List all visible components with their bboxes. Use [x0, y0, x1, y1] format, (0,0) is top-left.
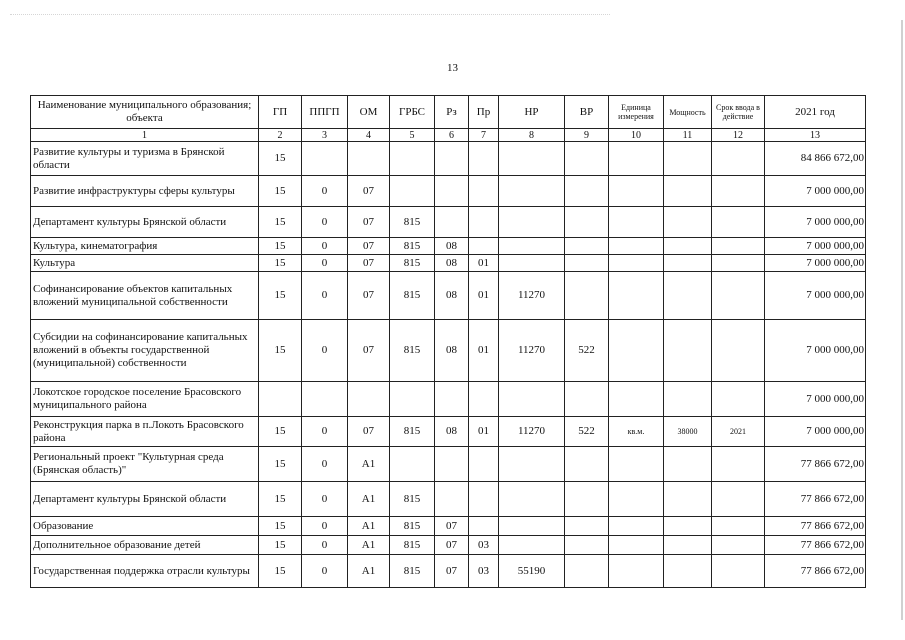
column-number: 9	[565, 129, 609, 142]
cell-rz	[435, 142, 469, 176]
cell-vr	[565, 272, 609, 320]
cell-ppgp: 0	[302, 238, 348, 255]
table-row	[31, 272, 866, 320]
cell-unit	[609, 382, 664, 417]
cell-name: Государственная поддержка отрасли культуры	[31, 555, 259, 588]
cell-pr: 01	[469, 272, 499, 320]
cell-amount: 7 000 000,00	[765, 207, 866, 238]
cell-nr	[499, 207, 565, 238]
cell-vr	[565, 555, 609, 588]
column-number: 3	[302, 129, 348, 142]
column-number: 12	[712, 129, 765, 142]
cell-om: 07	[348, 176, 390, 207]
cell-name: Департамент культуры Брянской области	[31, 482, 259, 517]
cell-gp: 15	[259, 517, 302, 536]
cell-ppgp: 0	[302, 482, 348, 517]
cell-om: А1	[348, 536, 390, 555]
cell-pr: 01	[469, 255, 499, 272]
table-row	[31, 447, 866, 482]
cell-unit	[609, 207, 664, 238]
cell-ppgp: 0	[302, 255, 348, 272]
cell-term: 2021	[712, 417, 765, 447]
header-pr: Пр	[469, 96, 499, 129]
cell-name: Департамент культуры Брянской области	[31, 207, 259, 238]
cell-rz: 08	[435, 272, 469, 320]
cell-capacity: 38000	[664, 417, 712, 447]
cell-amount: 77 866 672,00	[765, 482, 866, 517]
cell-gp: 15	[259, 447, 302, 482]
column-number: 11	[664, 129, 712, 142]
table-row	[31, 176, 866, 207]
cell-term	[712, 255, 765, 272]
cell-capacity	[664, 482, 712, 517]
cell-name: Софинансирование объектов капитальных вложений муниципальной собственности	[31, 272, 259, 320]
cell-nr	[499, 517, 565, 536]
cell-ppgp: 0	[302, 536, 348, 555]
cell-pr: 01	[469, 417, 499, 447]
cell-term	[712, 555, 765, 588]
cell-amount: 77 866 672,00	[765, 447, 866, 482]
cell-grbs: 815	[390, 238, 435, 255]
cell-amount: 7 000 000,00	[765, 238, 866, 255]
cell-term	[712, 447, 765, 482]
cell-rz	[435, 447, 469, 482]
cell-term	[712, 142, 765, 176]
cell-name: Региональный проект "Культурная среда (Брянская область)"	[31, 447, 259, 482]
cell-vr	[565, 207, 609, 238]
cell-amount: 77 866 672,00	[765, 517, 866, 536]
cell-capacity	[664, 382, 712, 417]
cell-amount: 7 000 000,00	[765, 255, 866, 272]
cell-grbs: 815	[390, 320, 435, 382]
cell-grbs: 815	[390, 255, 435, 272]
cell-ppgp: 0	[302, 417, 348, 447]
cell-grbs: 815	[390, 536, 435, 555]
cell-capacity	[664, 255, 712, 272]
cell-pr: 03	[469, 536, 499, 555]
cell-rz: 07	[435, 536, 469, 555]
column-number: 2	[259, 129, 302, 142]
cell-grbs: 815	[390, 272, 435, 320]
cell-capacity	[664, 447, 712, 482]
column-number: 6	[435, 129, 469, 142]
cell-ppgp	[302, 382, 348, 417]
header-gp: ГП	[259, 96, 302, 129]
cell-name: Дополнительное образование детей	[31, 536, 259, 555]
header-nr: НР	[499, 96, 565, 129]
cell-rz	[435, 482, 469, 517]
header-term: Срок ввода в действие	[712, 96, 765, 129]
column-number: 4	[348, 129, 390, 142]
cell-om: 07	[348, 272, 390, 320]
cell-term	[712, 272, 765, 320]
header-vr: ВР	[565, 96, 609, 129]
cell-om: А1	[348, 482, 390, 517]
cell-nr	[499, 255, 565, 272]
cell-nr: 11270	[499, 272, 565, 320]
cell-nr	[499, 447, 565, 482]
header-unit: Единица измерения	[609, 96, 664, 129]
cell-vr	[565, 517, 609, 536]
column-number: 8	[499, 129, 565, 142]
cell-grbs	[390, 176, 435, 207]
table-row	[31, 382, 866, 417]
column-number: 7	[469, 129, 499, 142]
cell-gp: 15	[259, 176, 302, 207]
cell-ppgp: 0	[302, 555, 348, 588]
cell-pr	[469, 238, 499, 255]
cell-om: 07	[348, 207, 390, 238]
cell-capacity	[664, 176, 712, 207]
cell-gp: 15	[259, 255, 302, 272]
cell-gp: 15	[259, 272, 302, 320]
cell-term	[712, 482, 765, 517]
table-row	[31, 142, 866, 176]
cell-amount: 7 000 000,00	[765, 272, 866, 320]
cell-gp	[259, 382, 302, 417]
cell-name: Образование	[31, 517, 259, 536]
cell-rz	[435, 176, 469, 207]
cell-gp: 15	[259, 536, 302, 555]
cell-gp: 15	[259, 238, 302, 255]
table-row	[31, 238, 866, 255]
table-row	[31, 517, 866, 536]
cell-name: Культура, кинематография	[31, 238, 259, 255]
cell-vr: 522	[565, 417, 609, 447]
table-row	[31, 255, 866, 272]
cell-pr	[469, 207, 499, 238]
cell-rz: 08	[435, 417, 469, 447]
cell-pr	[469, 447, 499, 482]
cell-capacity	[664, 207, 712, 238]
cell-name: Развитие инфраструктуры сферы культуры	[31, 176, 259, 207]
cell-ppgp: 0	[302, 320, 348, 382]
cell-gp: 15	[259, 555, 302, 588]
cell-unit: кв.м.	[609, 417, 664, 447]
cell-gp: 15	[259, 320, 302, 382]
cell-grbs: 815	[390, 517, 435, 536]
cell-unit	[609, 517, 664, 536]
cell-ppgp: 0	[302, 517, 348, 536]
cell-unit	[609, 255, 664, 272]
column-number: 13	[765, 129, 866, 142]
cell-pr: 03	[469, 555, 499, 588]
cell-gp: 15	[259, 482, 302, 517]
cell-pr	[469, 517, 499, 536]
cell-gp: 15	[259, 207, 302, 238]
header-row	[31, 96, 866, 129]
table-row	[31, 555, 866, 588]
cell-term	[712, 320, 765, 382]
cell-pr	[469, 482, 499, 517]
cell-gp: 15	[259, 142, 302, 176]
table-row	[31, 207, 866, 238]
cell-pr	[469, 382, 499, 417]
cell-capacity	[664, 238, 712, 255]
cell-pr: 01	[469, 320, 499, 382]
page-number: 13	[447, 62, 458, 74]
cell-om	[348, 142, 390, 176]
cell-rz: 08	[435, 255, 469, 272]
cell-capacity	[664, 517, 712, 536]
cell-vr	[565, 447, 609, 482]
cell-unit	[609, 447, 664, 482]
cell-amount: 7 000 000,00	[765, 417, 866, 447]
cell-amount: 7 000 000,00	[765, 320, 866, 382]
cell-grbs: 815	[390, 417, 435, 447]
cell-rz: 08	[435, 238, 469, 255]
budget-table	[30, 95, 866, 588]
cell-capacity	[664, 536, 712, 555]
cell-ppgp: 0	[302, 447, 348, 482]
table-body	[31, 142, 866, 588]
cell-vr	[565, 482, 609, 517]
cell-nr	[499, 176, 565, 207]
cell-grbs	[390, 382, 435, 417]
cell-rz	[435, 382, 469, 417]
scan-edge	[901, 20, 903, 620]
header-ppgp: ППГП	[302, 96, 348, 129]
cell-rz: 07	[435, 555, 469, 588]
cell-om: 07	[348, 238, 390, 255]
cell-unit	[609, 482, 664, 517]
cell-nr	[499, 536, 565, 555]
header-year: 2021 год	[765, 96, 866, 129]
cell-capacity	[664, 555, 712, 588]
cell-nr	[499, 142, 565, 176]
table-row	[31, 417, 866, 447]
cell-vr	[565, 142, 609, 176]
cell-capacity	[664, 142, 712, 176]
cell-vr: 522	[565, 320, 609, 382]
header-rz: Рз	[435, 96, 469, 129]
cell-capacity	[664, 320, 712, 382]
cell-vr	[565, 238, 609, 255]
table-row	[31, 320, 866, 382]
cell-vr	[565, 176, 609, 207]
cell-grbs: 815	[390, 555, 435, 588]
cell-unit	[609, 536, 664, 555]
cell-ppgp: 0	[302, 176, 348, 207]
header-name: Наименование муниципального образования; объекта	[31, 96, 259, 129]
table-row	[31, 536, 866, 555]
cell-amount: 7 000 000,00	[765, 382, 866, 417]
cell-nr: 11270	[499, 417, 565, 447]
cell-ppgp: 0	[302, 272, 348, 320]
cell-unit	[609, 555, 664, 588]
cell-om: 07	[348, 417, 390, 447]
header-grbs: ГРБС	[390, 96, 435, 129]
cell-om	[348, 382, 390, 417]
cell-grbs: 815	[390, 482, 435, 517]
cell-term	[712, 238, 765, 255]
header-om: ОМ	[348, 96, 390, 129]
cell-name: Культура	[31, 255, 259, 272]
cell-grbs: 815	[390, 207, 435, 238]
cell-nr	[499, 238, 565, 255]
cell-ppgp: 0	[302, 207, 348, 238]
cell-nr: 11270	[499, 320, 565, 382]
cell-capacity	[664, 272, 712, 320]
cell-rz: 07	[435, 517, 469, 536]
cell-pr	[469, 142, 499, 176]
cell-term	[712, 536, 765, 555]
cell-amount: 7 000 000,00	[765, 176, 866, 207]
cell-rz: 08	[435, 320, 469, 382]
cell-vr	[565, 382, 609, 417]
cell-om: А1	[348, 555, 390, 588]
column-number: 10	[609, 129, 664, 142]
cell-name: Развитие культуры и туризма в Брянской области	[31, 142, 259, 176]
cell-om: 07	[348, 320, 390, 382]
cell-unit	[609, 142, 664, 176]
cell-name: Локотское городское поселение Брасовского муниципального района	[31, 382, 259, 417]
cell-amount: 77 866 672,00	[765, 536, 866, 555]
cell-term	[712, 382, 765, 417]
cell-nr: 55190	[499, 555, 565, 588]
cell-ppgp	[302, 142, 348, 176]
cell-pr	[469, 176, 499, 207]
cell-vr	[565, 536, 609, 555]
column-number-row	[31, 129, 866, 142]
cell-term	[712, 207, 765, 238]
cell-nr	[499, 482, 565, 517]
cell-rz	[435, 207, 469, 238]
cell-om: А1	[348, 447, 390, 482]
cell-gp: 15	[259, 417, 302, 447]
cell-unit	[609, 176, 664, 207]
cell-vr	[565, 255, 609, 272]
table-row	[31, 482, 866, 517]
scan-artifact	[10, 14, 610, 21]
cell-om: 07	[348, 255, 390, 272]
header-capacity: Мощность	[664, 96, 712, 129]
cell-grbs	[390, 447, 435, 482]
cell-unit	[609, 238, 664, 255]
cell-amount: 84 866 672,00	[765, 142, 866, 176]
cell-om: А1	[348, 517, 390, 536]
column-number: 5	[390, 129, 435, 142]
cell-unit	[609, 320, 664, 382]
cell-name: Субсидии на софинансирование капитальных вложений в объекты государственной (муниципальной) собственности	[31, 320, 259, 382]
cell-amount: 77 866 672,00	[765, 555, 866, 588]
cell-name: Реконструкция парка в п.Локоть Брасовского района	[31, 417, 259, 447]
column-number: 1	[31, 129, 259, 142]
cell-unit	[609, 272, 664, 320]
cell-grbs	[390, 142, 435, 176]
cell-term	[712, 517, 765, 536]
cell-nr	[499, 382, 565, 417]
cell-term	[712, 176, 765, 207]
